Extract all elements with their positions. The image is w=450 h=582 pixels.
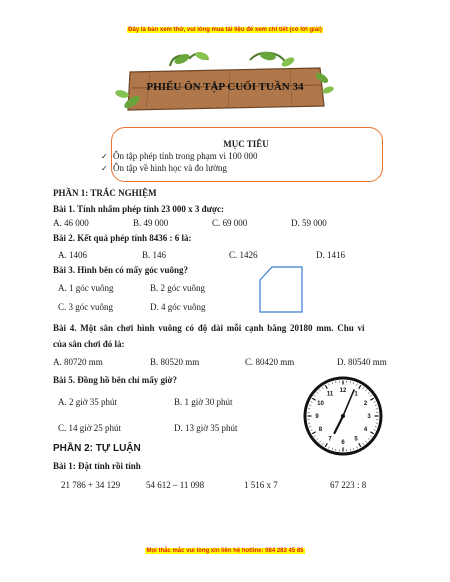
q5-option-b: B. 1 giờ 30 phút xyxy=(174,397,233,407)
q1-option-a: A. 46 000 xyxy=(53,218,89,228)
q1-option-b: B. 49 000 xyxy=(133,218,169,228)
clock-number: 6 xyxy=(341,440,345,446)
q3-option-d: D. 4 góc vuông xyxy=(150,302,206,312)
clock-number: 5 xyxy=(354,436,358,443)
clock-number: 1 xyxy=(354,391,358,398)
part2-question-1: Bài 1: Đặt tính rồi tính xyxy=(53,461,141,471)
q5-option-a: A. 2 giờ 35 phút xyxy=(58,397,118,407)
q2-option-c: C. 1426 xyxy=(229,250,258,260)
clock-number: 8 xyxy=(318,427,323,433)
q3-option-b: B. 2 góc vuông xyxy=(150,283,205,293)
promo-banner-bottom: Mọi thắc mắc vui lòng xin liên hệ hotline: 084 283 45 85 xyxy=(146,548,304,554)
expression-1: 21 786 + 34 129 xyxy=(61,480,121,490)
clock-number: 4 xyxy=(363,427,368,433)
clock-number: 3 xyxy=(367,414,371,420)
clock-number: 2 xyxy=(363,401,368,407)
q2-option-a: A. 1406 xyxy=(58,250,87,260)
q4-option-a: A. 80720 mm xyxy=(53,357,103,367)
clock-number: 10 xyxy=(317,401,324,407)
goal-item: ✓ Ôn tập về hình học và đo lường xyxy=(101,163,227,173)
question-1: Bài 1. Tính nhẩm phép tính 23 000 x 3 được: xyxy=(53,204,225,214)
checkmark-icon: ✓ xyxy=(101,164,108,173)
q1-option-c: C. 69 000 xyxy=(212,218,248,228)
clock-icon xyxy=(303,375,383,457)
q2-option-b: B. 146 xyxy=(142,250,167,260)
question-4-cont: của sân chơi đó là: xyxy=(53,339,125,349)
quadrilateral-figure xyxy=(256,264,306,316)
question-2: Bài 2. Kết quả phép tính 8436 : 6 là: xyxy=(53,233,192,243)
clock-number: 9 xyxy=(315,414,319,420)
q5-option-d: D. 13 giờ 35 phút xyxy=(174,423,238,433)
expression-2: 54 612 – 11 098 xyxy=(146,480,205,490)
q5-option-c: C. 14 giờ 25 phút xyxy=(58,423,122,433)
q2-option-d: D. 1416 xyxy=(316,250,345,260)
checkmark-icon: ✓ xyxy=(101,152,108,161)
question-5: Bài 5. Đồng hồ bên chỉ mấy giờ? xyxy=(53,375,178,385)
expression-4: 67 223 : 8 xyxy=(330,480,367,490)
page-title: PHIẾU ÔN TẬP CUỐI TUẦN 34 xyxy=(146,81,304,93)
clock-number: 12 xyxy=(339,388,347,394)
q3-option-c: C. 3 góc vuông xyxy=(58,302,113,312)
goal-item: ✓ Ôn tập phép tính trong phạm vi 100 000 xyxy=(101,151,258,161)
goals-heading: MỤC TIÊU xyxy=(223,139,269,149)
q1-option-d: D. 59 000 xyxy=(291,218,327,228)
question-3: Bài 3. Hình bên có mấy góc vuông? xyxy=(53,265,189,275)
clock-number: 7 xyxy=(328,436,332,443)
part1-heading: PHẦN 1: TRẮC NGHIỆM xyxy=(53,188,157,198)
q4-option-b: B. 80520 mm xyxy=(150,357,200,367)
clock-number: 11 xyxy=(326,391,334,398)
expression-3: 1 516 x 7 xyxy=(244,480,278,490)
part2-heading: PHẦN 2: TỰ LUẬN xyxy=(53,443,141,454)
q4-option-c: C. 80420 mm xyxy=(245,357,295,367)
question-4: Bài 4. Một sân chơi hình vuông có độ dài mỗi cạnh bằng 20180 mm. Chu vi xyxy=(53,323,365,333)
q4-option-d: D. 80540 mm xyxy=(337,357,387,367)
q3-option-a: A. 1 góc vuông xyxy=(58,283,114,293)
promo-banner-top: Đây là bản xem thử, vui lòng mua tài liệu để xem chi tiết (có lời giải) xyxy=(128,27,322,33)
